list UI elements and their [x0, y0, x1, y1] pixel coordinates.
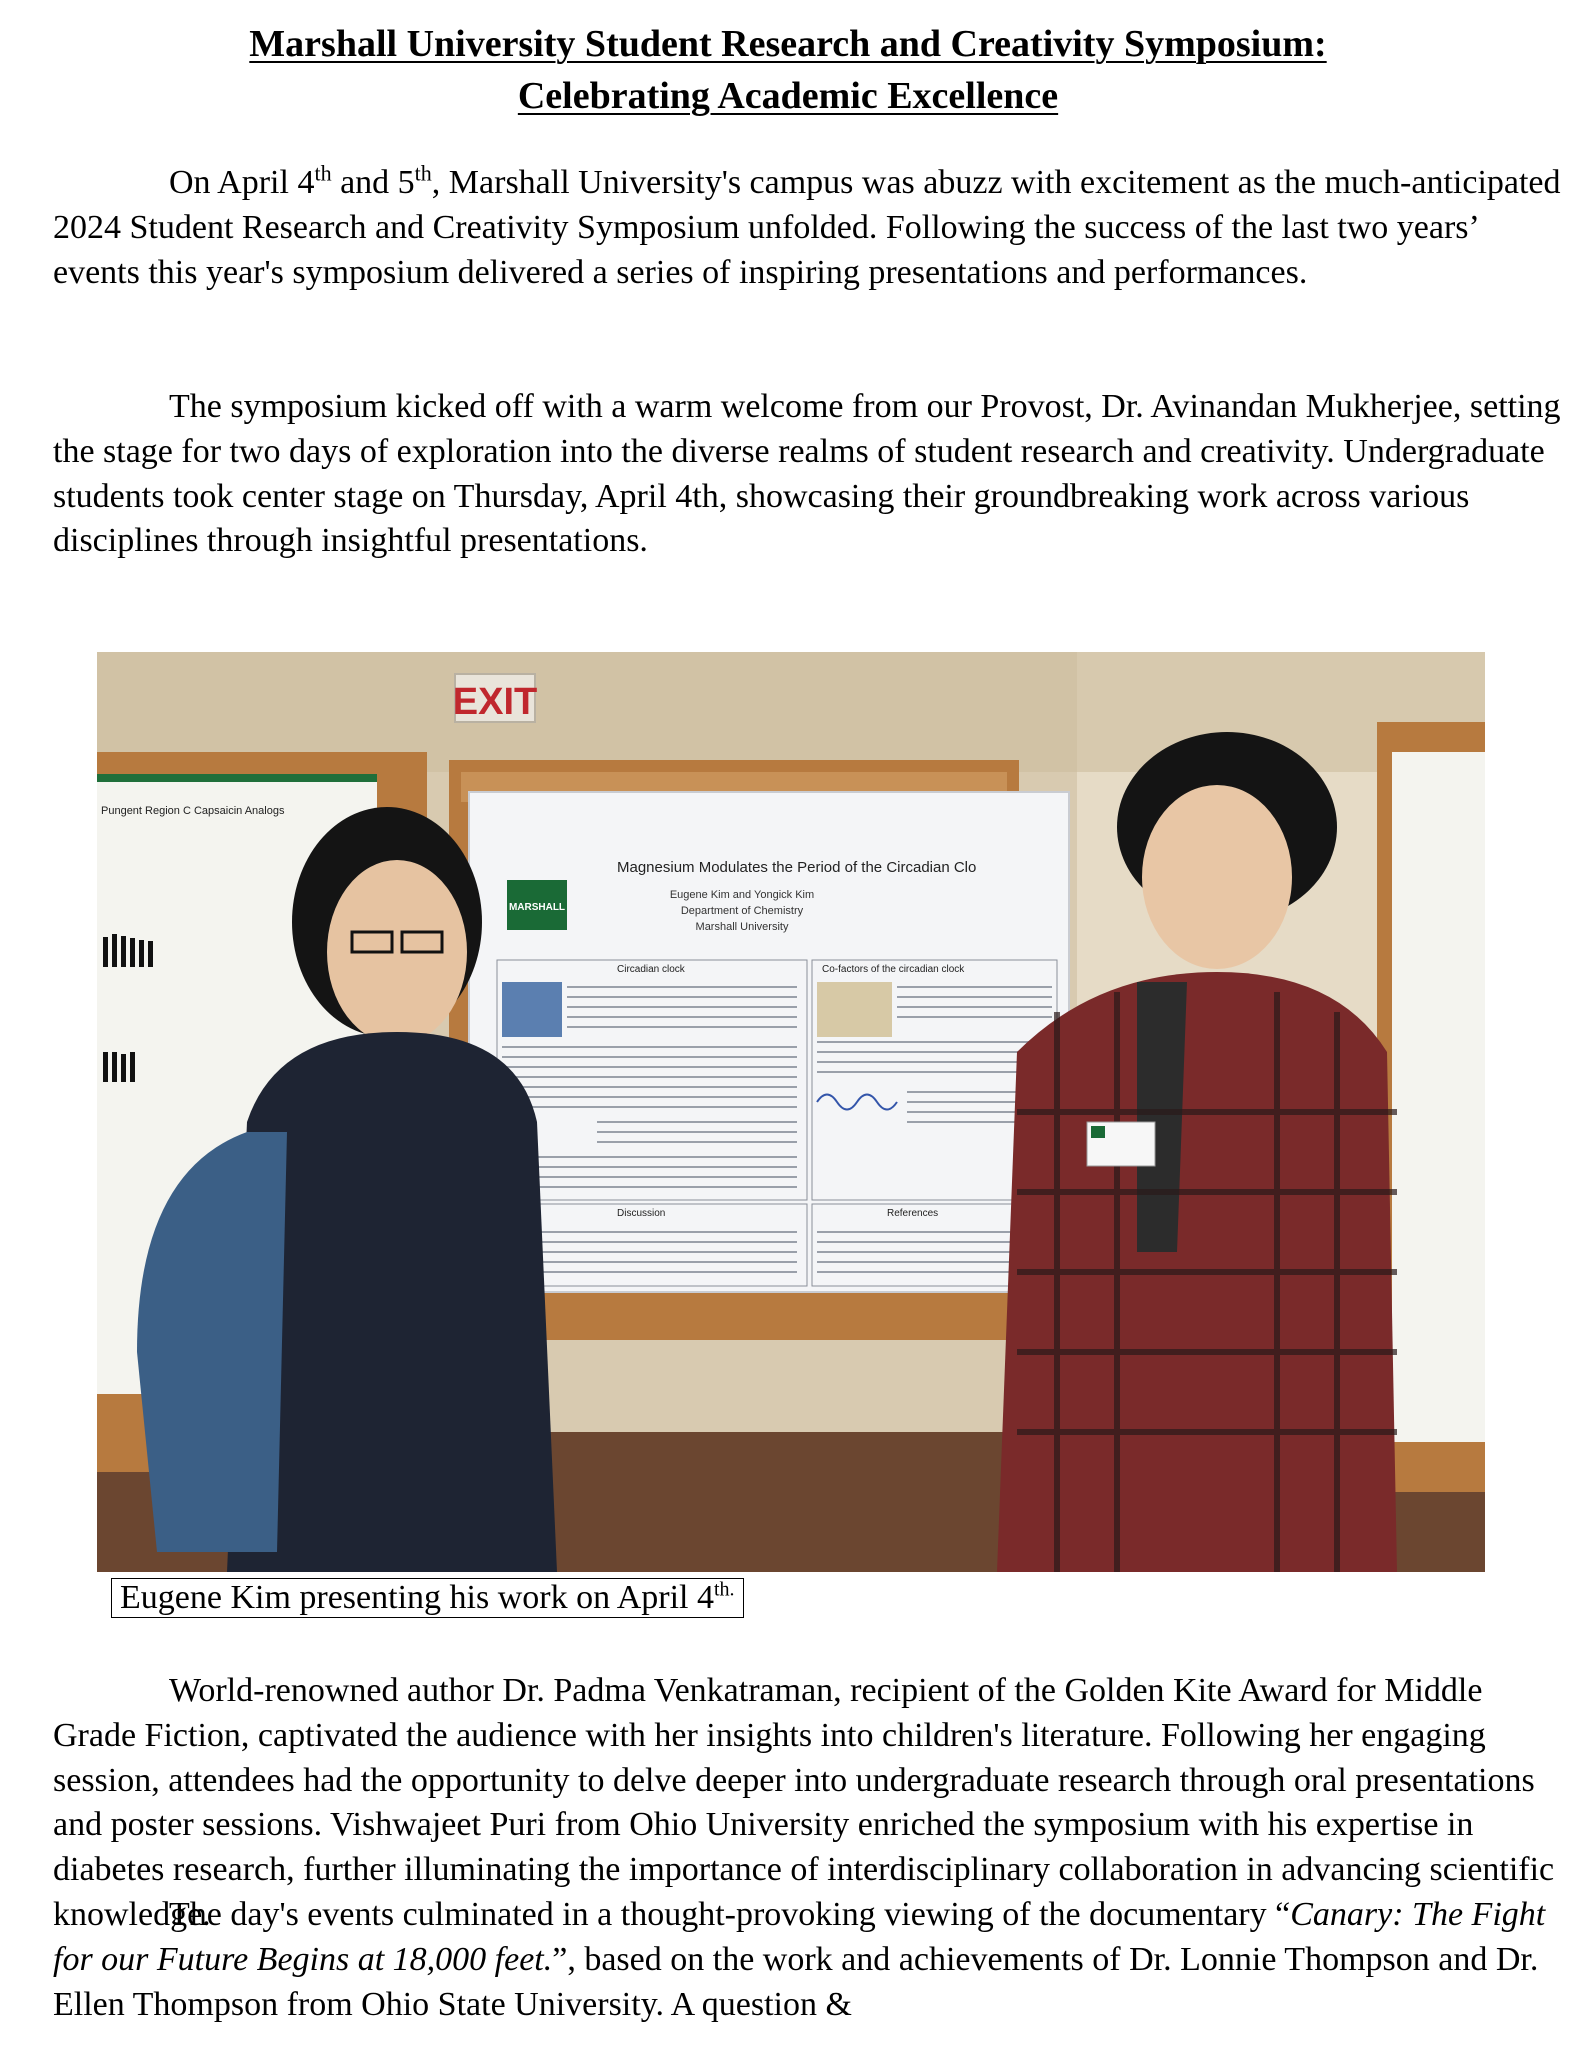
photo-illustration	[97, 652, 1485, 1572]
paragraph-documentary: The day's events culminated in a thought-provoking viewing of the documentary “Canary: The Fight for our Future Begins at 18,000 feet.”, based on the work and achievements of Dr. Lonnie Thompson and Dr. Ellen Thompson from Ohio State University. A question &	[53, 1896, 1546, 2023]
title-line-2: Celebrating Academic Excellence	[517, 75, 1059, 117]
poster-title: Magnesium Modulates the Period of the Circadian Clo	[617, 859, 977, 876]
poster-section-circadian: Circadian clock	[617, 964, 685, 975]
exit-sign: EXIT	[452, 681, 538, 723]
poster-authors: Eugene Kim and Yongick Kim	[669, 889, 815, 901]
poster-dept: Department of Chemistry	[680, 905, 804, 917]
paragraph-keynote: World-renowned author Dr. Padma Venkatraman, recipient of the Golden Kite Award for Middle Grade Fiction, captivated the audience with her insights into children's literature. Following her engaging session, attendees had the opportunity to delve deeper into undergraduate research through oral presentations and poster sessions. Vishwajeet Puri from Ohio University enriched the symposium with his expertise in diabetes research, further illuminating the importance of interdisciplinary collaboration in advancing scientific knowledge.	[53, 1672, 1555, 1933]
left-poster-title: Pungent Region C Capsaicin Analogs	[101, 805, 285, 817]
poster-logo: MARSHALL	[508, 902, 566, 913]
poster-section-discussion: Discussion	[617, 1208, 666, 1219]
poster-section-cofactors: Co-factors of the circadian clock	[822, 964, 965, 975]
title-line-1: Marshall University Student Research and Creativity Symposium:	[249, 23, 1327, 65]
event-photo	[97, 652, 1485, 1572]
poster-section-references: References	[887, 1208, 939, 1219]
poster-univ: Marshall University	[695, 921, 789, 933]
page-title	[0, 18, 1576, 122]
photo-caption: Eugene Kim presenting his work on April $4^{th.}$	[111, 1578, 744, 1618]
paragraph-kickoff: The symposium kicked off with a warm welcome from our Provost, Dr. Avinandan Mukherjee, setting the stage for two days of exploration into the diverse realms of student research and creativity. Undergraduate students took center stage on Thursday, April 4th, showcasing their groundbreaking work across various disciplines through insightful presentations.	[53, 388, 1561, 560]
documentary-title: Canary: The Fight for our Future Begins at 18,000 feet.	[53, 1896, 1546, 1978]
paragraph-intro: On April 4th and 5th, Marshall University's campus was abuzz with excitement as the much-anticipated 2024 Student Research and Creativity Symposium unfolded. Following the success of the last two years’ events this year's symposium delivered a series of inspiring presentations and performances.	[53, 160, 1561, 291]
